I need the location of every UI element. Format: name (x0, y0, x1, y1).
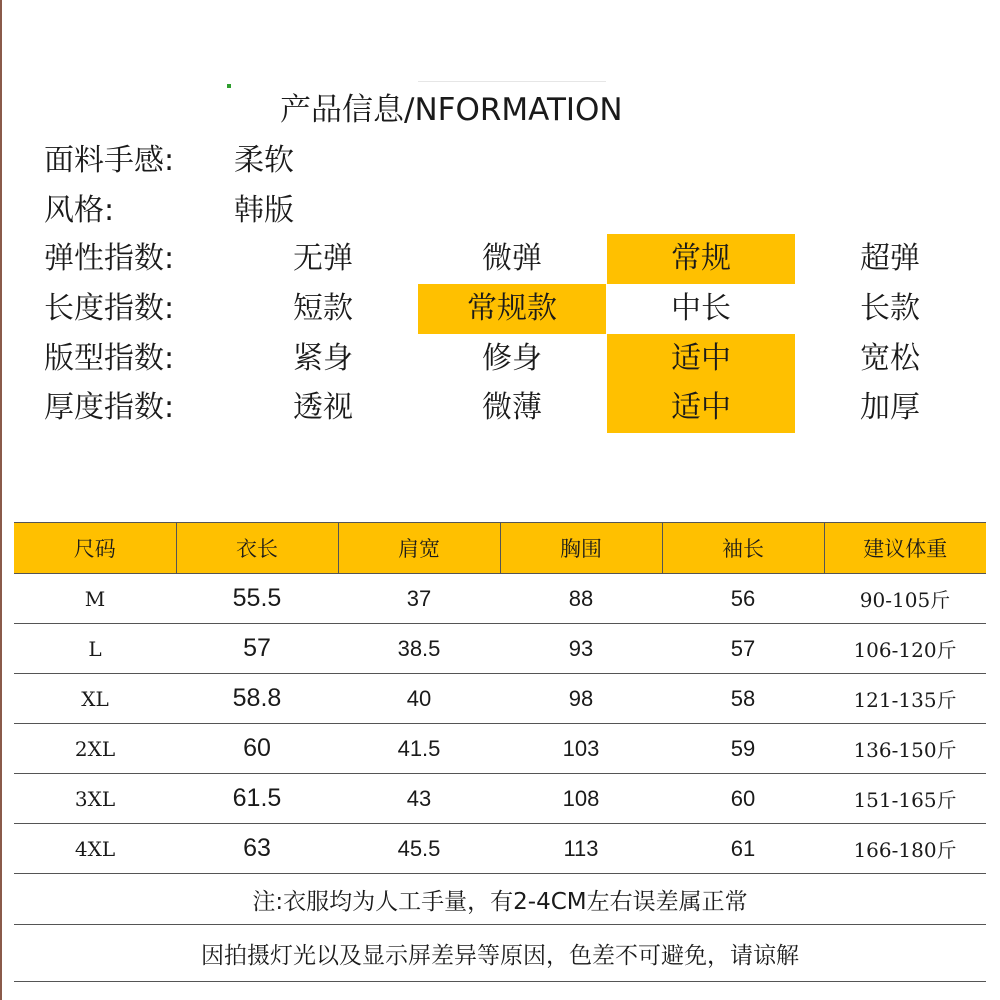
header-sleeve: 袖长 (662, 523, 824, 574)
length-option: 短款 (293, 291, 353, 326)
header-chest: 胸围 (500, 523, 662, 574)
cell-shoulder: 43 (338, 774, 500, 824)
cell-size: 2XL (14, 724, 176, 774)
style-value: 韩版 (234, 193, 294, 228)
length-option: 常规款 (418, 284, 606, 334)
cell-length: 55.5 (176, 574, 338, 624)
cell-sleeve: 58 (662, 674, 824, 724)
table-row (14, 724, 986, 774)
elasticity-row (0, 234, 1000, 284)
elasticity-option: 无弹 (293, 241, 353, 276)
cell-shoulder: 45.5 (338, 824, 500, 874)
cell-size: L (14, 624, 176, 674)
note-row (14, 874, 986, 925)
cell-weight: 136-150斤 (824, 724, 986, 774)
measurement-note: 注:衣服均为人工手量，有2-4CM左右误差属正常 (14, 874, 986, 925)
header-shoulder: 肩宽 (338, 523, 500, 574)
table-row (14, 824, 986, 874)
size-table (14, 522, 986, 982)
cell-length: 58.8 (176, 674, 338, 724)
cell-shoulder: 38.5 (338, 624, 500, 674)
note-row (14, 925, 986, 982)
thickness-row (0, 383, 1000, 433)
fit-option: 紧身 (293, 341, 353, 376)
cell-sleeve: 61 (662, 824, 824, 874)
length-label: 长度指数: (44, 291, 175, 326)
decorative-dot (227, 84, 231, 88)
fabric-row (0, 136, 1000, 186)
cell-shoulder: 37 (338, 574, 500, 624)
cell-weight: 106-120斤 (824, 624, 986, 674)
cell-length: 61.5 (176, 774, 338, 824)
thickness-option: 适中 (607, 383, 795, 433)
length-option: 中长 (671, 291, 731, 326)
cell-size: 3XL (14, 774, 176, 824)
cell-length: 60 (176, 724, 338, 774)
cell-shoulder: 40 (338, 674, 500, 724)
elasticity-option: 超弹 (860, 241, 920, 276)
fit-option: 宽松 (860, 341, 920, 376)
cell-chest: 98 (500, 674, 662, 724)
info-title: 产品信息/NFORMATION (280, 92, 623, 128)
header-length: 衣长 (176, 523, 338, 574)
thickness-label: 厚度指数: (44, 390, 175, 425)
cell-chest: 103 (500, 724, 662, 774)
length-option: 长款 (860, 291, 920, 326)
fit-row (0, 334, 1000, 384)
elasticity-option: 常规 (607, 234, 795, 284)
thickness-option: 透视 (293, 390, 353, 425)
thickness-option: 加厚 (860, 390, 920, 425)
color-note: 因拍摄灯光以及显示屏差异等原因，色差不可避免，请谅解 (14, 925, 986, 982)
elasticity-option: 微弹 (482, 241, 542, 276)
table-row (14, 674, 986, 724)
fabric-label: 面料手感: (44, 143, 175, 178)
cell-shoulder: 41.5 (338, 724, 500, 774)
cell-length: 57 (176, 624, 338, 674)
cell-chest: 108 (500, 774, 662, 824)
size-table-header (14, 523, 986, 574)
cell-weight: 166-180斤 (824, 824, 986, 874)
cell-weight: 121-135斤 (824, 674, 986, 724)
cell-weight: 90-105斤 (824, 574, 986, 624)
table-row (14, 774, 986, 824)
table-row (14, 574, 986, 624)
elasticity-label: 弹性指数: (44, 241, 175, 276)
cell-sleeve: 60 (662, 774, 824, 824)
style-row (0, 186, 1000, 236)
fabric-value: 柔软 (234, 143, 294, 178)
cell-sleeve: 56 (662, 574, 824, 624)
header-weight: 建议体重 (824, 523, 986, 574)
fit-option: 修身 (482, 341, 542, 376)
cell-length: 63 (176, 824, 338, 874)
fit-label: 版型指数: (44, 341, 175, 376)
cell-chest: 93 (500, 624, 662, 674)
cell-size: 4XL (14, 824, 176, 874)
style-label: 风格: (44, 193, 115, 228)
fit-option: 适中 (607, 334, 795, 384)
header-size: 尺码 (14, 523, 176, 574)
cell-chest: 113 (500, 824, 662, 874)
thickness-option: 微薄 (482, 390, 542, 425)
cell-size: XL (14, 674, 176, 724)
decorative-divider (418, 81, 606, 82)
cell-sleeve: 57 (662, 624, 824, 674)
cell-chest: 88 (500, 574, 662, 624)
table-row (14, 624, 986, 674)
cell-weight: 151-165斤 (824, 774, 986, 824)
cell-sleeve: 59 (662, 724, 824, 774)
cell-size: M (14, 574, 176, 624)
length-row (0, 284, 1000, 334)
